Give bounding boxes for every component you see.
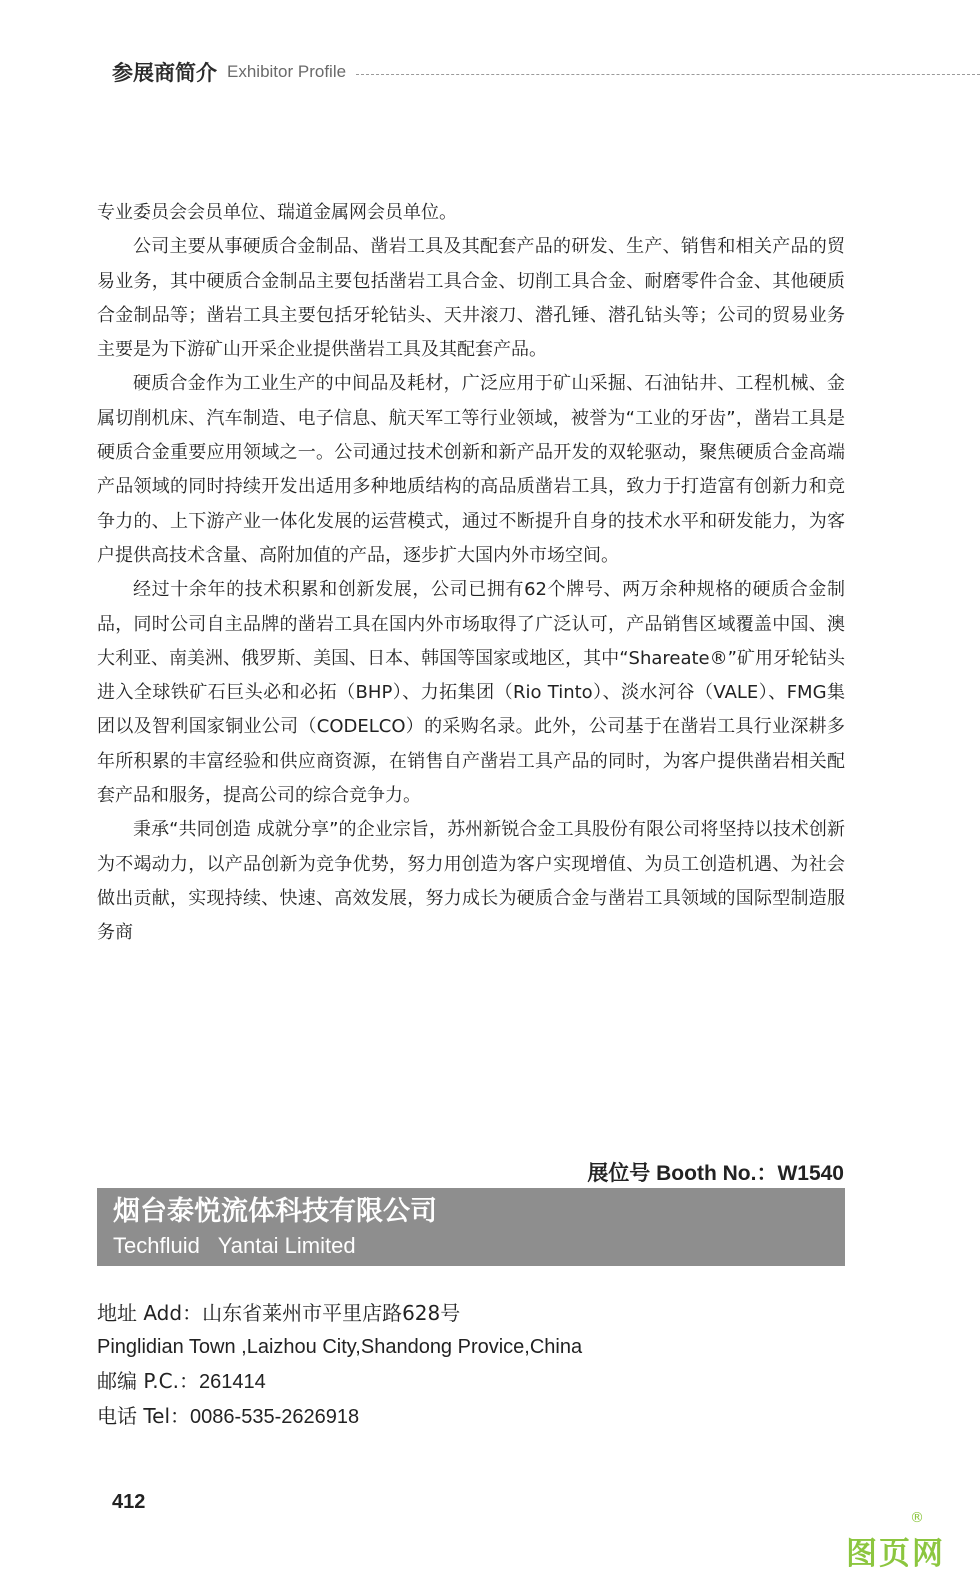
paragraph-2: 公司主要从事硬质合金制品、凿岩工具及其配套产品的研发、生产、销售和相关产品的贸易业务，其中硬质合金制品主要包括凿岩工具合金、切削工具合金、耐磨零件合金、其他硬质合金制品等；凿岩工具主要包括牙轮钻头、天井滚刀、潜孔锤、潜孔钻头等；公司的贸易业务主要是为下游矿山开采企业提供凿岩工具及其配套产品。 <box>97 236 845 361</box>
header-title-en: Exhibitor Profile <box>227 62 347 81</box>
address-cn: 山东省莱州市平里店路628号 <box>202 1301 461 1325</box>
paragraph-1: 专业委员会会员单位、瑞道金属网会员单位。 <box>97 202 457 223</box>
address-en: Pinglidian Town ,Laizhou City,Shandong Provice,China <box>97 1336 583 1358</box>
watermark-text: 图页网 <box>846 1536 945 1572</box>
paragraph-3: 硬质合金作为工业生产的中间品及耗材，广泛应用于矿山采掘、石油钻井、工程机械、金属切削机床、汽车制造、电子信息、航天军工等行业领域，被誉为“工业的牙齿”，凿岩工具是硬质合金重要应用领域之一。公司通过技术创新和新产品开发的双轮驱动，聚焦硬质合金高端产品领域的同时持续开发出适用多种地质结构的高品质凿岩工具，致力于打造富有创新力和竞争力的、上下游产业一体化发展的运营模式，通过不断提升自身的技术水平和研发能力，为客户提供高技术含量、高附加值的产品，逐步扩大国内外市场空间。 <box>97 373 845 566</box>
profile-body <box>97 196 845 951</box>
registered-mark-icon: ® <box>910 1510 924 1526</box>
company-name-en: Techfluid Yantai Limited <box>113 1233 356 1258</box>
paragraph-4: 经过十余年的技术积累和创新发展，公司已拥有62个牌号、两万余种规格的硬质合金制品，同时公司自主品牌的凿岩工具在国内外市场取得了广泛认可，产品销售区域覆盖中国、澳大利亚、南美洲、俄罗斯、美国、日本、韩国等国家或地区，其中“Shareate®”矿用牙轮钻头进入全球铁矿石巨头必和必拓（BHP）、力拓集团（Rio Tinto）、淡水河谷（VALE）、FMG集团以及智利国家铜业公司（CODELCO）的采购名录。此外，公司基于在凿岩工具行业深耕多年所积累的丰富经验和供应商资源，在销售自产凿岩工具产品的同时，为客户提供凿岩相关配套产品和服务，提高公司的综合竞争力。 <box>97 579 845 807</box>
postcode-row <box>97 1364 857 1399</box>
tel-value: 0086-535-2626918 <box>190 1406 360 1428</box>
page-header <box>112 56 980 88</box>
contact-info <box>97 1296 857 1434</box>
page-number: 412 <box>112 1491 146 1513</box>
booth-number: 展位号 Booth No.：W1540 <box>587 1162 844 1185</box>
address-row <box>97 1296 857 1330</box>
address-label: 地址 Add： <box>97 1301 203 1325</box>
header-title-cn: 参展商简介 <box>112 61 217 85</box>
postcode-label: 邮编 P.C.： <box>97 1369 199 1393</box>
postcode-value: 261414 <box>198 1371 266 1393</box>
tel-row <box>97 1399 857 1434</box>
watermark-logo <box>846 1510 974 1574</box>
tel-label: 电话 Tel： <box>97 1404 191 1428</box>
header-divider <box>356 74 980 75</box>
company-banner <box>97 1188 845 1266</box>
company-name-cn: 烟台泰悦流体科技有限公司 <box>113 1196 437 1227</box>
paragraph-5: 秉承“共同创造 成就分享”的企业宗旨，苏州新锐合金工具股份有限公司将坚持以技术创新为不竭动力，以产品创新为竞争优势，努力用创造为客户实现增值、为员工创造机遇、为社会做出贡献，实现持续、快速、高效发展，努力成长为硬质合金与凿岩工具领域的国际型制造服务商 <box>97 819 845 944</box>
